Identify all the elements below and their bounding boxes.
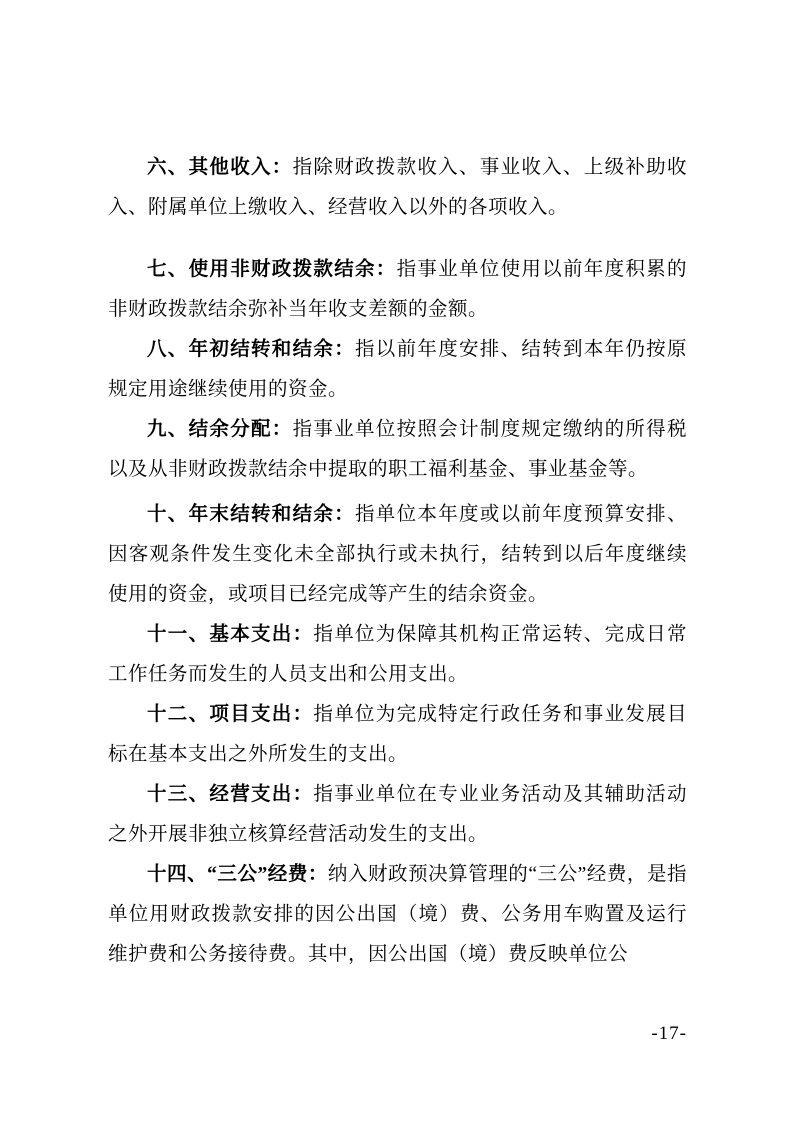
term-definition: 指事业单位按照会计制度规定缴纳的所得税以及从非财政拨款结余中提取的职工福利基金、事业基金等。 bbox=[108, 419, 687, 480]
term-label: 六、其他收入： bbox=[147, 157, 293, 178]
page-number: -17- bbox=[651, 1023, 687, 1044]
term-label: 七、使用非财政拨款结余： bbox=[147, 259, 397, 280]
term-label: 八、年初结转和结余： bbox=[147, 339, 355, 360]
document-body bbox=[108, 148, 687, 975]
term-definition: 指事业单位使用以前年度积累的非财政拨款结余弥补当年收支差额的金额。 bbox=[108, 259, 687, 320]
paragraph-three-public-funds bbox=[108, 855, 687, 975]
term-label: 十、年末结转和结余： bbox=[147, 504, 355, 525]
paragraph-non-fiscal-carryover-use bbox=[108, 250, 687, 330]
term-label: 十一、基本支出： bbox=[147, 624, 314, 645]
term-definition: 指事业单位在专业业务活动及其辅助活动之外开展非独立核算经营活动发生的支出。 bbox=[108, 784, 687, 845]
term-definition: 指单位为保障其机构正常运转、完成日常工作任务而发生的人员支出和公用支出。 bbox=[108, 624, 687, 685]
paragraph-project-expenditure bbox=[108, 695, 687, 775]
paragraph-surplus-distribution bbox=[108, 410, 687, 490]
paragraph-year-end-carryover bbox=[108, 495, 687, 615]
paragraph-beginning-year-carryover bbox=[108, 330, 687, 410]
term-definition: 指单位为完成特定行政任务和事业发展目标在基本支出之外所发生的支出。 bbox=[108, 704, 687, 765]
paragraph-basic-expenditure bbox=[108, 615, 687, 695]
term-definition: 指除财政拨款收入、事业收入、上级补助收入、附属单位上缴收入、经营收入以外的各项收入。 bbox=[108, 157, 687, 218]
term-label: 九、结余分配： bbox=[147, 419, 293, 440]
term-definition: 指单位本年度或以前年度预算安排、因客观条件发生变化未全部执行或未执行，结转到以后年度继续使用的资金，或项目已经完成等产生的结余资金。 bbox=[108, 504, 687, 605]
term-label: 十三、经营支出： bbox=[147, 784, 314, 805]
term-label: 十四、“三公”经费： bbox=[147, 864, 328, 885]
term-label: 十二、项目支出： bbox=[147, 704, 314, 725]
paragraph-other-income bbox=[108, 148, 687, 228]
paragraph-operating-expenditure bbox=[108, 775, 687, 855]
term-definition: 纳入财政预决算管理的“三公”经费，是指单位用财政拨款安排的因公出国（境）费、公务用车购置及运行维护费和公务接待费。其中，因公出国（境）费反映单位公 bbox=[108, 864, 687, 965]
term-definition: 指以前年度安排、结转到本年仍按原规定用途继续使用的资金。 bbox=[108, 339, 687, 400]
